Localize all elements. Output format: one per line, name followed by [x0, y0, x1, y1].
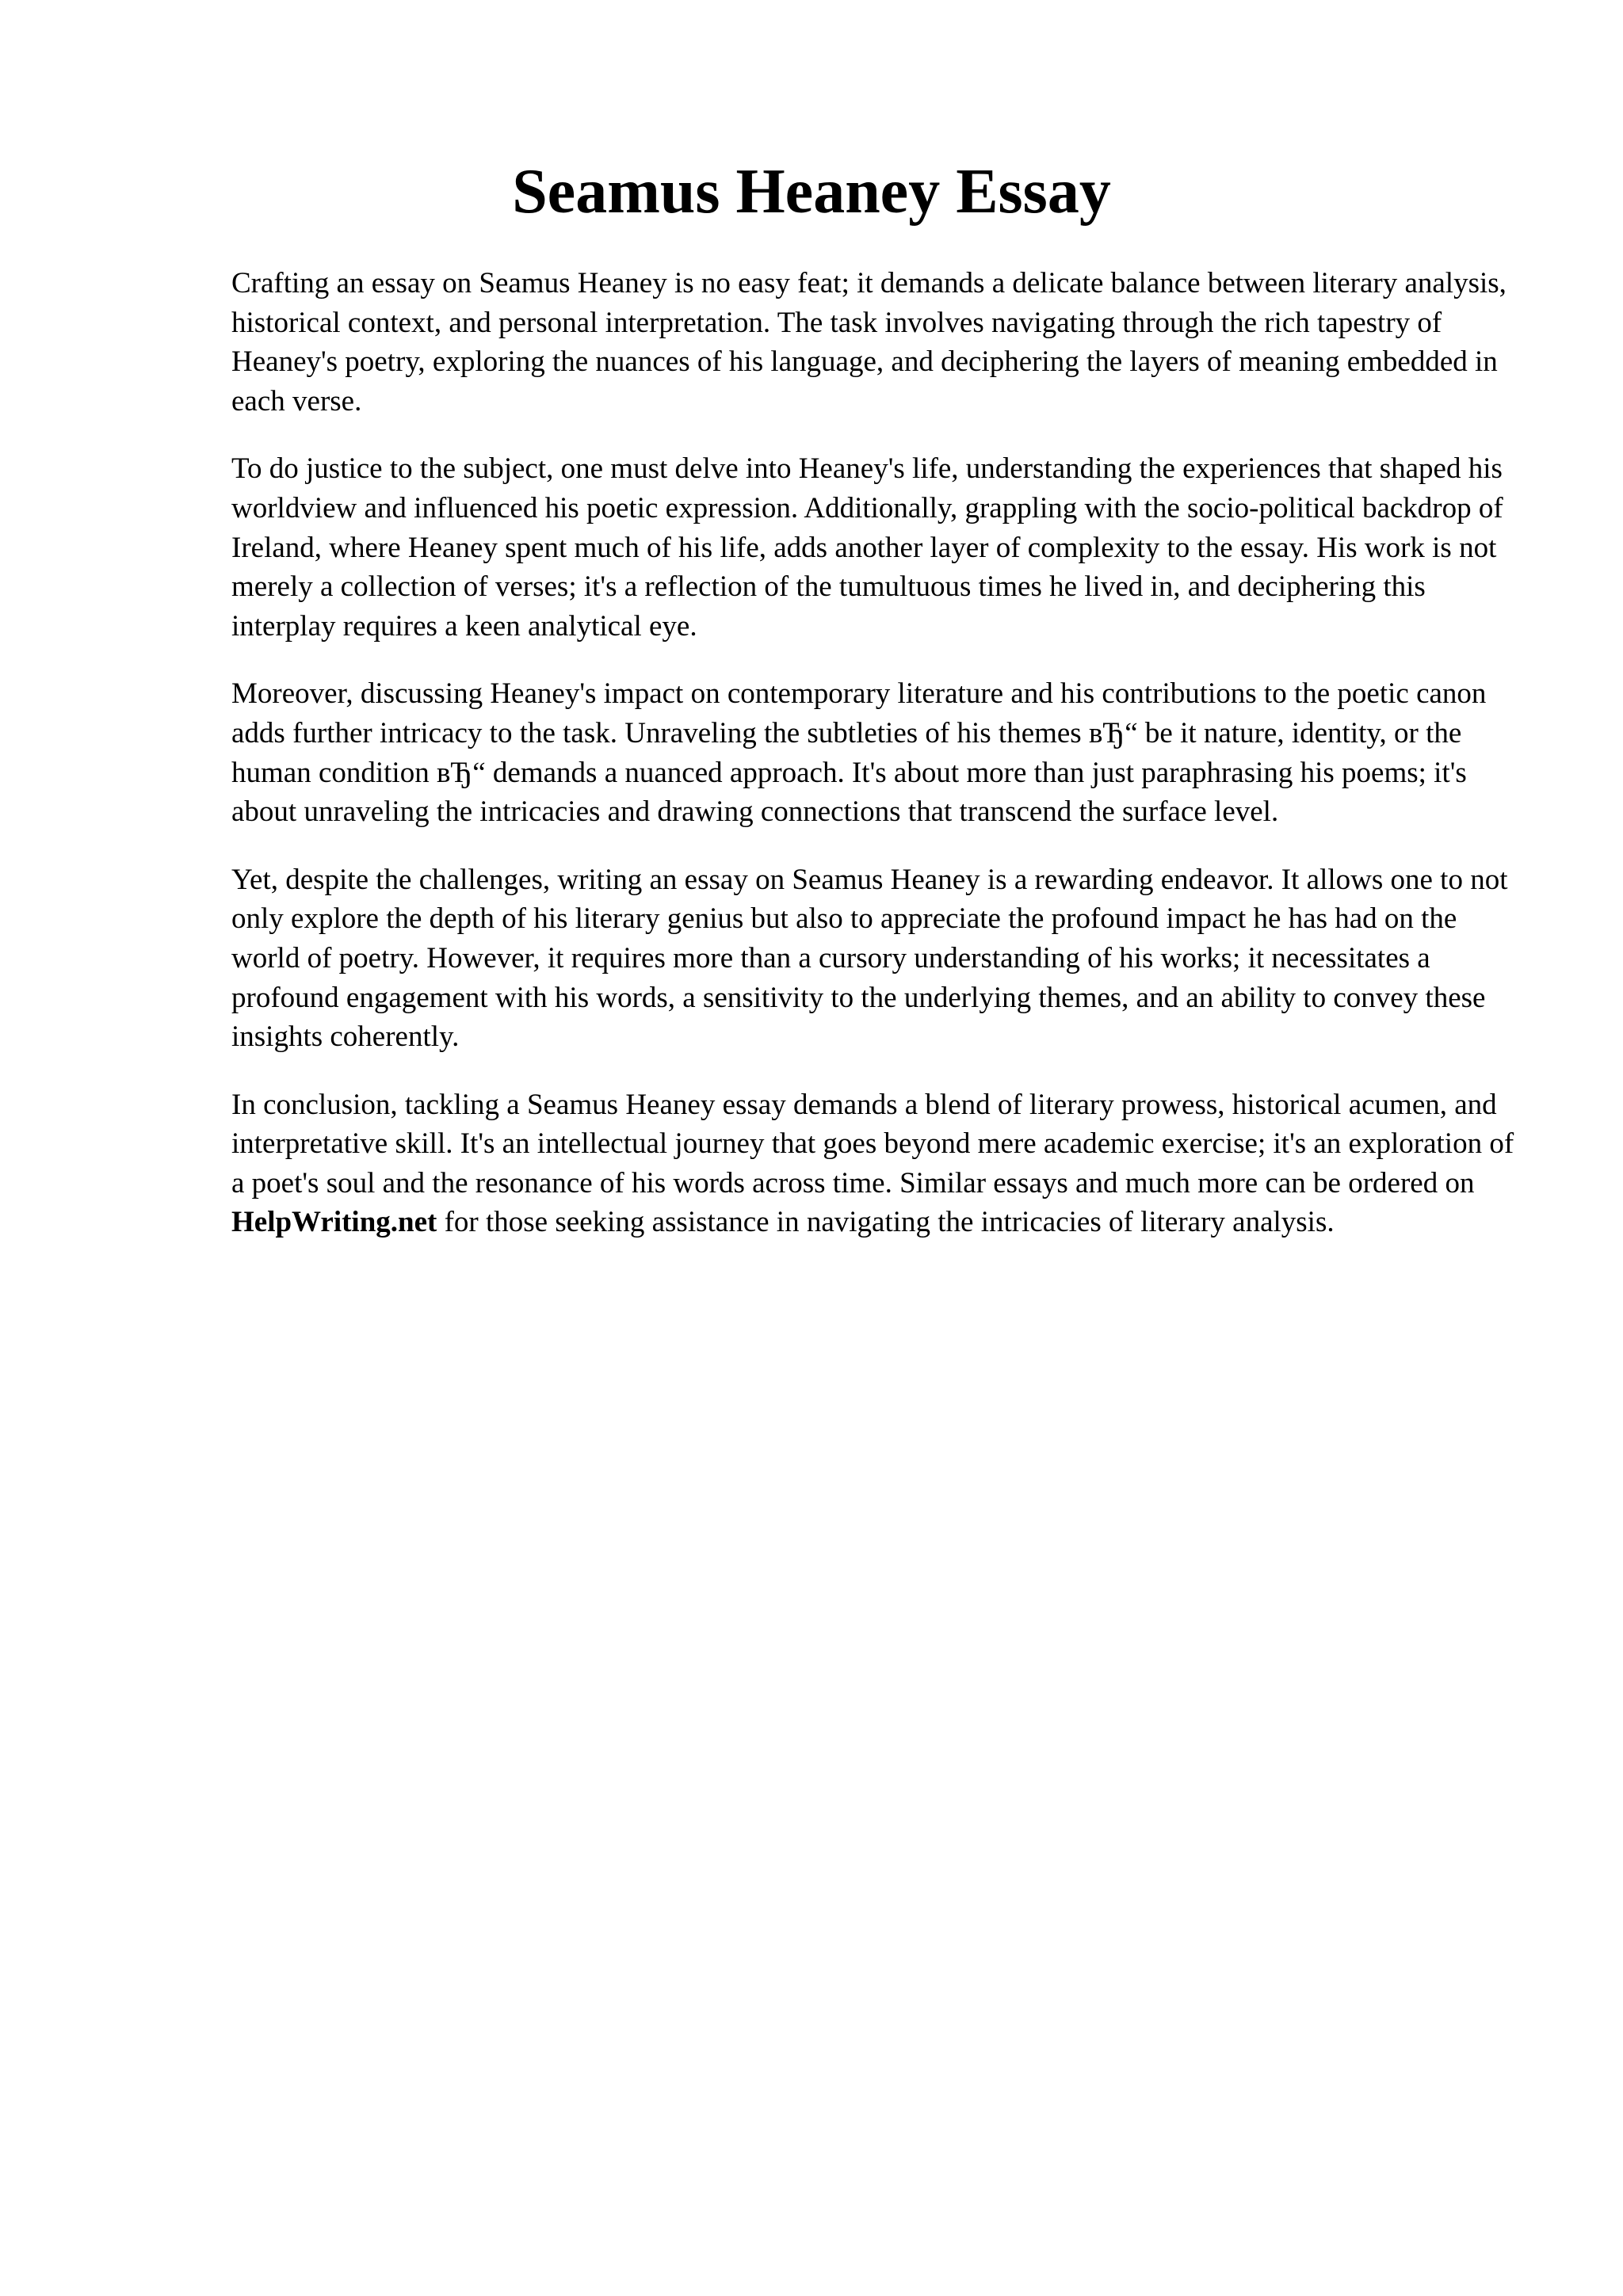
paragraph-intro: Crafting an essay on Seamus Heaney is no easy feat; it demands a delicate balance between literary analysis, historical context, and personal interpretation. The task involves navigating through the rich tapestry of Heaney's poetry, exploring the nuances of his language, and deciphering the layers of meaning embedded in each verse.	[231, 267, 1507, 418]
helpwriting-link[interactable]: HelpWriting.net	[231, 1206, 437, 1239]
paragraph-rewarding: Yet, despite the challenges, writing an essay on Seamus Heaney is a rewarding endeavor. It allows one to not only explore the depth of his literary genius but also to appreciate the profound impact he has had on the world of poetry. However, it requires more than a cursory understanding of his works; it necessitates a profound engagement with his words, a sensitivity to the underlying themes, and an ability to convey these insights coherently.	[231, 863, 1508, 1054]
conclusion-text-after-link: for those seeking assistance in navigating the intricacies of literary analysis.	[437, 1206, 1335, 1239]
document-body	[231, 264, 1515, 1271]
paragraph-conclusion	[231, 1085, 1515, 1242]
paragraph-impact: Moreover, discussing Heaney's impact on contemporary literature and his contributions to the poetic canon adds further intricacy to the task. Unraveling the subtleties of his themes вЂ“ be it nature, identity, or the human condition вЂ“ demands a nuanced approach. It's about more than just paraphrasing his poems; it's about unraveling the intricacies and drawing connections that transcend the surface level.	[231, 677, 1487, 829]
document-title: Seamus Heaney Essay	[512, 157, 1111, 227]
paragraph-life-context: To do justice to the subject, one must delve into Heaney's life, understanding the experiences that shaped his worldview and influenced his poetic expression. Additionally, grappling with the socio-political backdrop of Ireland, where Heaney spent much of his life, adds another layer of complexity to the essay. His work is not merely a collection of verses; it's a reflection of the tumultuous times he lived in, and deciphering this interplay requires a keen analytical eye.	[231, 452, 1503, 643]
conclusion-text-before-link: In conclusion, tackling a Seamus Heaney essay demands a blend of literary prowess, historical acumen, and interpretative skill. It's an intellectual journey that goes beyond mere academic exercise; it's an exploration of a poet's soul and the resonance of his words across time. Similar essays and much more can be ordered on	[231, 1088, 1514, 1199]
